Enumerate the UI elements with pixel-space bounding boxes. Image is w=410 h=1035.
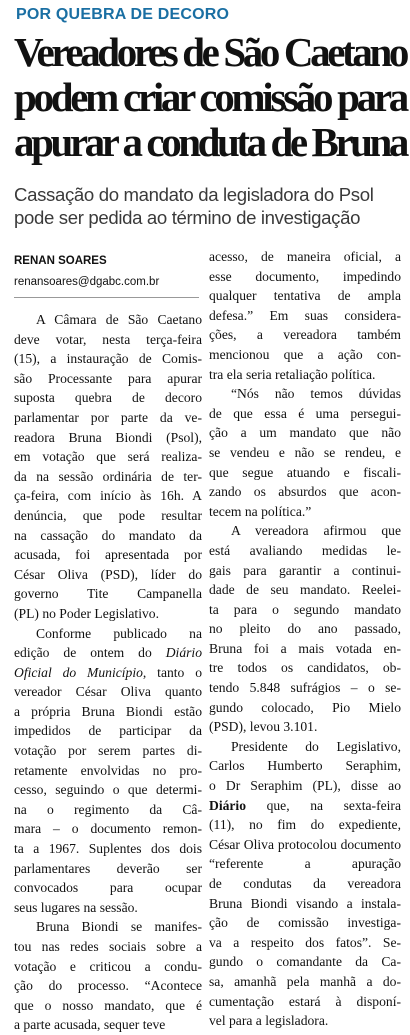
body-text-line: tecem na política.” (209, 503, 312, 519)
author-email: renansoares@dgabc.com.br (14, 276, 160, 288)
body-text-line: César Oliva (PSD), líder do (14, 566, 202, 582)
body-text-line: impedidos de participar da (14, 723, 202, 739)
headline-line: Vereadores de São Caetano (14, 29, 406, 75)
body-text-line: suposta quebra de decoro (14, 390, 202, 406)
body-text-line: denúncia, que pode resultar (14, 507, 202, 523)
body-text-line: ta para o segundo mandato (209, 601, 401, 617)
body-text-line: deve votar, nesta terça-feira (14, 331, 202, 347)
body-text-line: tou nas redes sociais sobre a (14, 939, 202, 954)
body-text-line: dade de seu mandato. Reelei- (209, 582, 401, 598)
body-text-line: ções, a vereadora também (209, 327, 401, 343)
body-text-line: votação por serem partes di- (14, 743, 202, 759)
body-text-line: Diário que, na sexta-feira (209, 797, 401, 813)
body-text-line: zando os absurdos que acon- (209, 484, 401, 500)
body-text-line: gais para garantir a continui- (209, 562, 401, 578)
headline-line: apurar a conduta de Bruna (14, 119, 406, 165)
body-text-line: retamente envolvidas no pro- (14, 762, 202, 778)
body-text-line: ção a um mandato que não (209, 425, 401, 441)
body-text-line: parlamentares deverão ser (14, 860, 202, 876)
body-text-line: o Dr Seraphim (PL), disse ao (209, 778, 401, 794)
body-text-line: convocados para ocupar (14, 880, 202, 896)
body-text-line: de condutas da vereadora (209, 876, 401, 891)
body-text-line: (PSD), levou 3.101. (209, 719, 318, 735)
body-text-line: edição de ontem do Diário (14, 645, 202, 661)
subheadline (14, 183, 406, 229)
body-text-line: ção de comissão investiga- (209, 915, 401, 931)
body-text-line: Bruna foi a mais votada en- (209, 640, 401, 656)
body-text-line: cesso, seguindo o que determi- (14, 782, 202, 798)
body-text-line: vereador César Oliva quanto (14, 684, 202, 700)
body-text-line: gundo o comandante da Ca- (209, 954, 401, 970)
body-text-line: “Nós não temos dúvidas (231, 386, 401, 402)
body-text-line: ção do processo. “Acontece (14, 978, 202, 994)
body-text-line: se vendeu e não se rendeu, e (209, 444, 401, 460)
body-text-line: Conforme publicado na (36, 625, 202, 641)
body-text-line: A Câmara de São Caetano (36, 312, 202, 327)
body-text-line: está avaliando medidas le- (209, 542, 401, 558)
body-text-line: A vereadora afirmou que (231, 523, 401, 539)
body-text-line: no pleito do ano passado, (209, 621, 401, 637)
subheadline-line: pode ser pedida ao término de investigação (14, 207, 361, 228)
body-text-line: acesso, de maneira oficial, a (209, 249, 401, 264)
body-text-line: ta a 1967. Suplentes dos dois (14, 841, 202, 857)
body-text-line: Bruna Biondi se manifes- (36, 919, 202, 935)
body-text-line: Carlos Humberto Seraphim, (209, 758, 401, 774)
body-text-line: em votação que será realiza- (14, 449, 202, 465)
body-column-1 (14, 310, 202, 1035)
body-text-line: votação e criticou a condu- (14, 958, 202, 974)
body-text-line: “referente a apuração (209, 856, 401, 872)
body-text-line: na o regimento da Câ- (14, 801, 202, 817)
body-text-line: readora Bruna Biondi (Psol), (14, 429, 202, 445)
body-text-line: tendo 5.848 sufrágios – o se- (209, 680, 401, 696)
author-byline: RENAN SOARES (14, 255, 107, 267)
body-text-line: Bruna Biondi visando a instala- (209, 895, 401, 911)
body-text-line: são Processante para apurar (14, 370, 202, 386)
body-text-line: na cassação do mandato da (14, 527, 202, 543)
headline-line: podem criar comissão para (14, 74, 406, 120)
body-text-line: Presidente do Legislativo, (231, 738, 401, 754)
body-text-line: da na sessão ordinária de ter- (14, 468, 202, 484)
body-text-line: tre todos os candidatos, ob- (209, 660, 401, 676)
body-column-2 (209, 247, 401, 1031)
body-text-line: Oficial do Município, tanto o (14, 664, 202, 680)
body-text-line: César Oliva protocolou documento (209, 836, 401, 852)
body-text-line: mara – o documento remon- (14, 821, 202, 837)
body-text-line: vel para a legisladora. (209, 1013, 329, 1029)
body-text-line: (15), a instauração de Comis- (14, 351, 202, 367)
body-text-line: qualquer tentativa de ampla (209, 288, 401, 304)
body-text-line: de que essa é uma persegui- (209, 405, 401, 421)
body-text-line: gundo colocado, Pio Mielo (209, 699, 401, 715)
body-text-line: parlamentar por parte da ve- (14, 409, 202, 425)
body-text-line: sa, amanhã pela manhã a do- (209, 973, 401, 989)
body-text-line: mencionou que a ação con- (209, 346, 401, 362)
body-text-line: (PL) no Poder Legislativo. (14, 605, 159, 621)
body-text-line: tra ela seria retaliação política. (209, 366, 376, 382)
byline-divider (14, 297, 199, 298)
body-text-line: acusada, foi apresentada por (14, 547, 202, 563)
body-text-line: ça-feira, com início às 16h. A (14, 488, 202, 504)
subheadline-line: Cassação do mandato da legisladora do Psol (14, 184, 374, 205)
body-text-line: (11), no fim do expediente, (209, 817, 401, 833)
body-text-line: cumentação estará à disponí- (209, 993, 401, 1009)
body-text-line: defesa.” Em suas considera- (209, 307, 401, 323)
body-text-line: seus lugares na sessão. (14, 899, 138, 915)
body-text-line: a parte acusada, sequer teve (14, 1017, 166, 1033)
body-text-line: va a respeito dos fatos”. Se- (209, 934, 401, 950)
body-text-line: que o nosso mandato, que é (14, 997, 202, 1013)
body-text-line: esse documento, impedindo (209, 268, 401, 284)
section-kicker: POR QUEBRA DE DECORO (16, 6, 230, 23)
body-text-line: governo Tite Campanella (14, 586, 202, 602)
headline (14, 30, 406, 165)
body-text-line: a própria Bruna Biondi estão (14, 703, 202, 719)
body-text-line: que segue atuando e fiscali- (209, 464, 401, 480)
